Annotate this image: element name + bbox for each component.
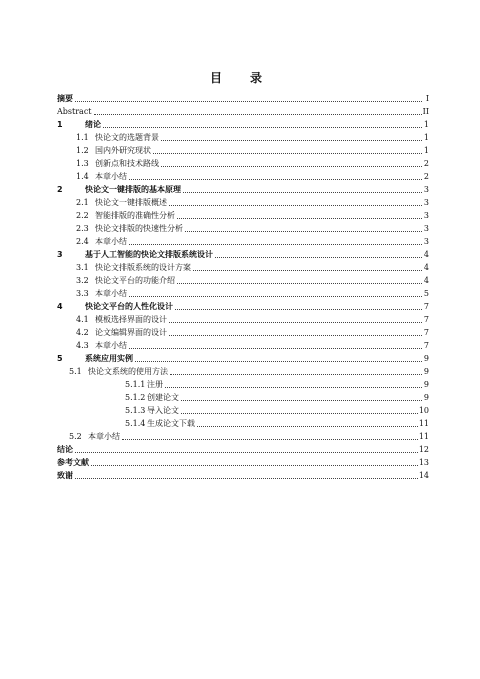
toc-entry-page-number: 9 [423, 354, 429, 363]
toc-entry-number: 5.1.1 [125, 380, 146, 389]
toc-entry-page-number: 11 [418, 419, 429, 428]
toc-leader-dots [129, 296, 422, 297]
toc-entry-number: 2.4 [76, 237, 89, 246]
toc-entry-number: 5.1.3 [125, 406, 146, 415]
table-of-contents [57, 90, 429, 480]
toc-entry-label: 快论文的选题背景 [95, 133, 159, 142]
toc-entry-page-number: 1 [423, 146, 429, 155]
toc-leader-dots [91, 465, 418, 466]
toc-entry-page-number: 7 [423, 328, 429, 337]
toc-entry-label: 注册 [147, 380, 163, 389]
toc-leader-dots [94, 114, 422, 115]
toc-entry-label: 快论文一键排版概述 [95, 198, 167, 207]
toc-entry-page-number: 3 [423, 237, 429, 246]
toc-entry[interactable] [57, 168, 429, 181]
toc-entry-page-number: 10 [418, 406, 429, 415]
toc-leader-dots [185, 231, 422, 232]
toc-entry-number: 1.4 [76, 172, 89, 181]
toc-entry[interactable] [57, 103, 429, 116]
toc-entry-page-number: 7 [423, 315, 429, 324]
toc-entry[interactable] [57, 324, 429, 337]
toc-entry[interactable] [57, 298, 429, 311]
toc-leader-dots [153, 153, 422, 154]
toc-leader-dots [169, 335, 422, 336]
toc-entry-label: 快论文系统的使用方法 [88, 367, 168, 376]
toc-entry-page-number: I [425, 94, 429, 103]
toc-entry-page-number: 4 [423, 276, 429, 285]
toc-leader-dots [103, 127, 422, 128]
toc-entry-number: 2.3 [76, 224, 89, 233]
toc-entry[interactable] [57, 259, 429, 272]
toc-entry-page-number: 2 [423, 159, 429, 168]
toc-entry[interactable] [57, 285, 429, 298]
toc-entry-number: 5.1 [69, 367, 82, 376]
toc-entry[interactable] [57, 467, 429, 480]
toc-leader-dots [75, 452, 418, 453]
toc-entry[interactable] [57, 350, 429, 363]
toc-leader-dots [129, 179, 422, 180]
toc-leader-dots [122, 439, 418, 440]
toc-entry-page-number: 9 [423, 393, 429, 402]
toc-entry-number: 2.1 [76, 198, 89, 207]
toc-entry-label: 论文编辑界面的设计 [95, 328, 167, 337]
toc-entry[interactable] [57, 454, 429, 467]
toc-entry-page-number: 3 [423, 211, 429, 220]
toc-entry-label: 生成论文下载 [147, 419, 195, 428]
toc-leader-dots [175, 309, 422, 310]
toc-entry-label: 创新点和技术路线 [95, 159, 159, 168]
toc-entry-label: 国内外研究现状 [95, 146, 151, 155]
toc-entry[interactable] [57, 142, 429, 155]
toc-entry[interactable] [57, 441, 429, 454]
toc-entry-label: 系统应用实例 [85, 354, 133, 363]
toc-entry-label: 摘要 [57, 94, 73, 103]
toc-entry[interactable] [57, 272, 429, 285]
toc-entry[interactable] [57, 389, 429, 402]
toc-entry[interactable] [57, 90, 429, 103]
toc-entry-label: 本章小结 [95, 237, 127, 246]
toc-entry-page-number: 4 [423, 250, 429, 259]
toc-entry-page-number: 14 [418, 471, 429, 480]
toc-entry[interactable] [57, 415, 429, 428]
toc-entry-label: Abstract [57, 107, 92, 116]
toc-leader-dots [135, 361, 422, 362]
toc-entry-label: 绪论 [85, 120, 101, 129]
toc-entry-page-number: 11 [418, 432, 429, 441]
toc-entry-number: 2.2 [76, 211, 89, 220]
toc-entry-label: 结论 [57, 445, 73, 454]
toc-entry-label: 基于人工智能的快论文排版系统设计 [85, 250, 213, 259]
toc-entry-page-number: 7 [423, 302, 429, 311]
toc-entry-number: 3.3 [76, 289, 89, 298]
toc-leader-dots [161, 166, 422, 167]
toc-entry-page-number: 1 [423, 120, 429, 129]
toc-entry-label: 致谢 [57, 471, 73, 480]
toc-leader-dots [165, 387, 422, 388]
toc-entry-label: 模板选择界面的设计 [95, 315, 167, 324]
toc-entry-label: 快论文平台的功能介绍 [95, 276, 175, 285]
toc-entry-page-number: II [422, 107, 429, 116]
toc-leader-dots [181, 413, 418, 414]
toc-entry-number: 4.1 [76, 315, 89, 324]
toc-entry-number: 2 [57, 185, 63, 194]
toc-leader-dots [161, 140, 422, 141]
toc-entry-number: 3 [57, 250, 63, 259]
toc-entry-number: 5.2 [69, 432, 82, 441]
toc-entry-page-number: 3 [423, 185, 429, 194]
toc-entry-page-number: 4 [423, 263, 429, 272]
toc-entry[interactable] [57, 155, 429, 168]
toc-entry-number: 5.1.2 [125, 393, 146, 402]
toc-entry-number: 4.2 [76, 328, 89, 337]
toc-entry-number: 1.1 [76, 133, 89, 142]
toc-entry-page-number: 1 [423, 133, 429, 142]
toc-entry-label: 快论文排版的快速性分析 [95, 224, 183, 233]
toc-entry-number: 1.2 [76, 146, 89, 155]
toc-entry-page-number: 9 [423, 380, 429, 389]
toc-entry-page-number: 7 [423, 341, 429, 350]
toc-entry-page-number: 12 [418, 445, 429, 454]
toc-entry-label: 本章小结 [95, 341, 127, 350]
toc-entry[interactable] [57, 428, 429, 441]
toc-entry-page-number: 9 [423, 367, 429, 376]
toc-leader-dots [197, 426, 418, 427]
toc-entry-page-number: 5 [423, 289, 429, 298]
toc-entry-number: 1 [57, 120, 63, 129]
toc-leader-dots [177, 283, 422, 284]
toc-title: 目 录 [209, 71, 270, 85]
toc-entry-label: 参考文献 [57, 458, 89, 467]
toc-leader-dots [177, 218, 422, 219]
toc-entry-number: 5 [57, 354, 63, 363]
toc-entry-label: 快论文排版系统的设计方案 [95, 263, 191, 272]
toc-entry-page-number: 3 [423, 224, 429, 233]
toc-entry-label: 创建论文 [147, 393, 179, 402]
toc-entry-number: 3.1 [76, 263, 89, 272]
toc-entry-number: 1.3 [76, 159, 89, 168]
toc-entry[interactable] [57, 376, 429, 389]
toc-entry[interactable] [57, 181, 429, 194]
toc-leader-dots [129, 244, 422, 245]
toc-leader-dots [75, 101, 422, 102]
toc-entry-label: 本章小结 [95, 172, 127, 181]
toc-entry[interactable] [57, 246, 429, 259]
toc-entry[interactable] [57, 194, 429, 207]
toc-entry[interactable] [57, 311, 429, 324]
toc-entry-label: 本章小结 [88, 432, 120, 441]
toc-entry-label: 快论文一键排版的基本原理 [85, 185, 181, 194]
toc-entry-label: 本章小结 [95, 289, 127, 298]
toc-entry-label: 导入论文 [147, 406, 179, 415]
toc-entry-number: 4 [57, 302, 63, 311]
toc-entry-label: 快论文平台的人性化设计 [85, 302, 173, 311]
toc-leader-dots [181, 400, 422, 401]
toc-entry[interactable] [57, 402, 429, 415]
toc-entry-number: 3.2 [76, 276, 89, 285]
toc-entry-label: 智能排版的准确性分析 [95, 211, 175, 220]
toc-entry-page-number: 2 [423, 172, 429, 181]
toc-entry[interactable] [57, 129, 429, 142]
toc-leader-dots [193, 270, 422, 271]
toc-entry-page-number: 3 [423, 198, 429, 207]
toc-entry[interactable] [57, 116, 429, 129]
toc-leader-dots [129, 348, 422, 349]
toc-leader-dots [75, 478, 418, 479]
toc-entry[interactable] [57, 337, 429, 350]
toc-entry[interactable] [57, 363, 429, 376]
toc-entry[interactable] [57, 220, 429, 233]
toc-entry[interactable] [57, 207, 429, 220]
toc-entry-page-number: 13 [418, 458, 429, 467]
toc-entry[interactable] [57, 233, 429, 246]
toc-leader-dots [169, 322, 422, 323]
toc-leader-dots [215, 257, 422, 258]
toc-entry-number: 4.3 [76, 341, 89, 350]
toc-leader-dots [169, 205, 422, 206]
toc-entry-number: 5.1.4 [125, 419, 146, 428]
toc-leader-dots [183, 192, 422, 193]
toc-leader-dots [170, 374, 422, 375]
